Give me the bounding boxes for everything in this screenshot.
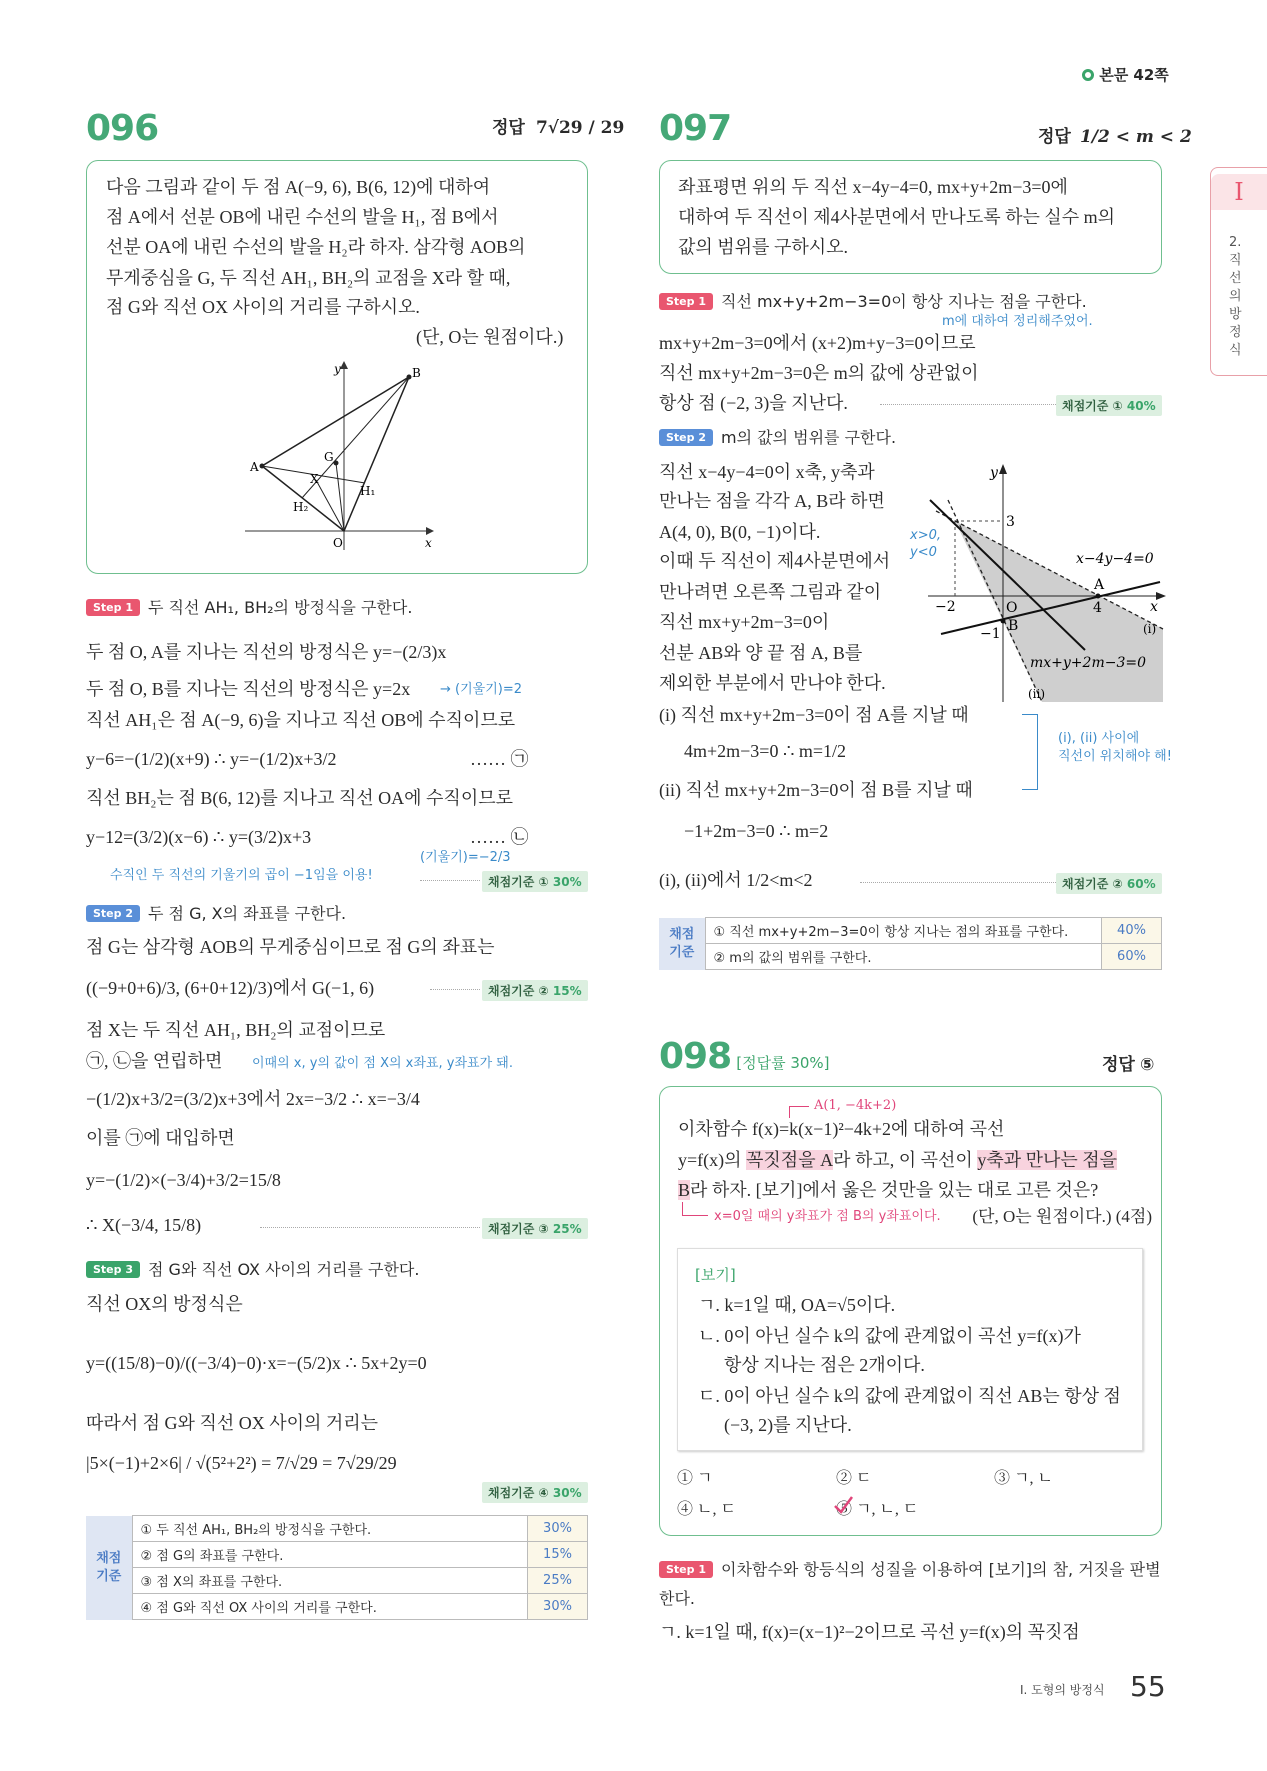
- case-line: −1+2m−3=0 ∴ m=2: [684, 821, 829, 841]
- table-row: ② 점 G의 좌표를 구한다. 15%: [86, 1542, 588, 1568]
- graph-label: A: [1094, 577, 1105, 593]
- graph-label: y: [990, 465, 998, 481]
- choice-5[interactable]: ⑤ ㄱ, ㄴ, ㄷ: [836, 1501, 919, 1518]
- solution-line: 직선 OX의 방정식은: [86, 1294, 243, 1314]
- step1-heading: Step 1 두 직선 AH₁, BH₂의 방정식을 구한다.: [86, 598, 412, 617]
- solution-line: 이를 ㉠에 대입하면: [86, 1128, 235, 1148]
- table-row: ③ 점 X의 좌표를 구한다. 25%: [86, 1568, 588, 1594]
- label-y: y: [334, 362, 341, 376]
- footer-section: Ⅰ. 도형의 방정식: [1020, 1683, 1105, 1697]
- problem-number: 098: [659, 1036, 732, 1077]
- criterion-badge: 채점기준 ① 40%: [1056, 395, 1162, 416]
- solution-line: y−6=−(1/2)(x+9) ∴ y=−(1/2)x+3/2: [86, 749, 337, 769]
- graph-label: 3: [1006, 514, 1015, 530]
- solution-line: 직선 x−4y−4=0이 x축, y축과: [659, 462, 875, 482]
- step2-heading: Step 2 두 점 G, X의 좌표를 구한다.: [86, 904, 346, 923]
- note: (기울기)=−2/3: [420, 850, 511, 865]
- answer: 정답 ⑤: [1102, 1055, 1155, 1075]
- check-mark-icon: [832, 1494, 854, 1516]
- note: A(1, −4k+2): [814, 1098, 897, 1113]
- step1-heading: Step 1 직선 mx+y+2m−3=0이 항상 지나는 점을 구한다.: [659, 292, 1087, 311]
- solution-line: 두 점 O, A를 지나는 직선의 방정식은 y=−(2/3)x: [86, 642, 447, 662]
- note: → (기울기)=2: [440, 682, 523, 697]
- question-line: 점 A에서 선분 OB에 내린 수선의 발을 H₁, 점 B에서: [106, 207, 499, 227]
- criterion-badge: 채점기준 ② 60%: [1056, 873, 1162, 894]
- label-b: B: [412, 366, 421, 380]
- solution-line: ㉠, ㉡을 연립하면: [86, 1051, 223, 1071]
- note: x>0, y<0: [910, 528, 941, 560]
- bogi-item: ㄱ. k=1일 때, OA=√5이다.: [698, 1295, 896, 1315]
- graph-label: (ii): [1028, 687, 1046, 701]
- bogi-item: (−3, 2)를 지난다.: [724, 1415, 852, 1435]
- case-line: (i), (ii)에서 1/2<m<2: [659, 870, 813, 890]
- case-line: (i) 직선 mx+y+2m−3=0이 점 A를 지날 때: [659, 705, 969, 725]
- graph-label: x: [1150, 599, 1158, 615]
- bogi-item: ㄴ. 0이 아닌 실수 k의 값에 관계없이 곡선 y=f(x)가: [698, 1326, 1081, 1346]
- graph-label: 4: [1093, 600, 1102, 616]
- solution-line: A(4, 0), B(0, −1)이다.: [659, 522, 821, 542]
- correct-rate: [정답률 30%]: [736, 1054, 830, 1072]
- shaded-region: [955, 521, 1163, 702]
- solution-line: ((−9+0+6)/3, (6+0+12)/3)에서 G(−1, 6): [86, 978, 375, 998]
- question-line: 대하여 두 직선이 제4사분면에서 만나도록 하는 실수 m의: [678, 207, 1116, 227]
- choice-2[interactable]: ② ㄷ: [836, 1470, 872, 1487]
- criteria-table: [86, 1515, 588, 1620]
- step-title-continued: 한다.: [659, 1589, 695, 1608]
- solution-line: 항상 점 (−2, 3)을 지난다.: [659, 393, 848, 413]
- criterion-badge: 채점기준 ④ 30%: [482, 1482, 588, 1503]
- choice-1[interactable]: ① ㄱ: [677, 1470, 713, 1487]
- case-line: 4m+2m−3=0 ∴ m=1/2: [684, 741, 847, 761]
- graph-label: B: [1008, 618, 1019, 634]
- answer-value: ⑤: [1139, 1055, 1155, 1075]
- page-number: 55: [1130, 1670, 1166, 1703]
- question-line: 다음 그림과 같이 두 점 A(−9, 6), B(6, 12)에 대하여: [106, 177, 491, 197]
- solution-line: 이때 두 직선이 제4사분면에서: [659, 551, 891, 571]
- note: 수직인 두 직선의 기울기의 곱이 −1임을 이용!: [110, 868, 373, 883]
- equation-mark: …… ㉡: [470, 827, 529, 847]
- bogi-title: [보기]: [695, 1266, 736, 1284]
- solution-line: y=((15/8)−0)/((−3/4)−0)·x=−(5/2)x ∴ 5x+2y=0: [86, 1353, 427, 1373]
- note: x=0일 때의 y좌표가 점 B의 y좌표이다.: [714, 1209, 941, 1224]
- graph-label: x−4y−4=0: [1076, 551, 1154, 567]
- answer: 정답 1/2 < m < 2: [1038, 127, 1192, 147]
- step-badge: Step 2: [86, 905, 140, 922]
- note: 이때의 x, y의 값이 점 X의 x좌표, y좌표가 돼.: [252, 1056, 513, 1071]
- solution-line: 따라서 점 G와 직선 OX 사이의 거리는: [86, 1413, 379, 1433]
- step-badge: Step 1: [659, 1561, 713, 1578]
- question-line: 이차함수 f(x)=k(x−1)²−4k+2에 대하여 곡선: [678, 1119, 1005, 1139]
- solution-line: 점 X는 두 직선 AH₁, BH₂의 교점이므로: [86, 1020, 386, 1040]
- solution-line: 직선 mx+y+2m−3=0이: [659, 612, 830, 632]
- step-badge: Step 3: [86, 1261, 140, 1278]
- problem-number: 097: [659, 108, 732, 149]
- chapter-title: 2. 직선의 방정식: [1229, 235, 1242, 358]
- solution-line: mx+y+2m−3=0에서 (x+2)m+y−3=0이므로: [659, 333, 976, 353]
- answer-value: 7√29 / 29: [535, 118, 625, 138]
- label-x-point: X: [310, 472, 319, 486]
- label-o: O: [333, 536, 343, 550]
- problem-header: [659, 1036, 830, 1077]
- solution-line: −(1/2)x+3/2=(3/2)x+3에서 2x=−3/2 ∴ x=−3/4: [86, 1089, 420, 1109]
- label-a: A: [250, 460, 259, 474]
- solution-line: 두 점 O, B를 지나는 직선의 방정식은 y=2x: [86, 679, 411, 699]
- table-row: 채점 기준 ① 두 직선 AH₁, BH₂의 방정식을 구한다. 30%: [86, 1516, 588, 1542]
- table-row: 채점 기준 ① 직선 mx+y+2m−3=0이 항상 지나는 점의 좌표를 구한다. 40%: [659, 918, 1162, 944]
- criteria-table: [659, 917, 1162, 970]
- solution-line: 선분 AB와 양 끝 점 A, B를: [659, 643, 863, 663]
- case-line: (ii) 직선 mx+y+2m−3=0이 점 B를 지날 때: [659, 780, 973, 800]
- step-badge: Step 1: [86, 599, 140, 616]
- step2-heading: Step 2 m의 값의 범위를 구한다.: [659, 428, 896, 447]
- question-line: 무게중심을 G, 두 직선 AH₁, BH₂의 교점을 X라 할 때,: [106, 268, 511, 288]
- note: m에 대하여 정리해주었어.: [942, 314, 1093, 329]
- note: (i), (ii) 사이에 직선이 위치해야 해!: [1058, 731, 1172, 764]
- step3-heading: Step 3 점 G와 직선 OX 사이의 거리를 구한다.: [86, 1260, 419, 1279]
- bogi-item: ㄷ. 0이 아닌 실수 k의 값에 관계없이 직선 AB는 항상 점: [698, 1386, 1121, 1406]
- table-row: ④ 점 G와 직선 OX 사이의 거리를 구한다. 30%: [86, 1594, 588, 1620]
- chapter-roman: I: [1211, 174, 1267, 210]
- graph-label: mx+y+2m−3=0: [1030, 655, 1146, 671]
- choice-4[interactable]: ④ ㄴ, ㄷ: [677, 1501, 736, 1518]
- criterion-badge: 채점기준 ③ 25%: [482, 1218, 588, 1239]
- question-line: 점 G와 직선 OX 사이의 거리를 구하시오.: [106, 297, 420, 317]
- label-h1: H₁: [360, 484, 376, 498]
- solution-line: 직선 AH₁은 점 A(−9, 6)을 지나고 직선 OB에 수직이므로: [86, 710, 516, 730]
- step1-heading: Step 1 이차함수와 항등식의 성질을 이용하여 [보기]의 참, 거짓을 판별: [659, 1560, 1161, 1579]
- question-line: 좌표평면 위의 두 직선 x−4y−4=0, mx+y+2m−3=0에: [678, 177, 1068, 197]
- answer-value: 1/2 < m < 2: [1079, 127, 1192, 147]
- step-badge: Step 1: [659, 293, 713, 310]
- graph-label: (i): [1143, 622, 1157, 636]
- question-condition: (단, O는 원점이다.) (4점): [972, 1207, 1152, 1226]
- question-note: (단, O는 원점이다.): [416, 327, 564, 347]
- solution-line: y−12=(3/2)(x−6) ∴ y=(3/2)x+3: [86, 827, 312, 847]
- solution-line: y=−(1/2)×(−3/4)+3/2=15/8: [86, 1170, 281, 1190]
- equation-mark: …… ㉠: [470, 749, 529, 769]
- label-x: x: [425, 536, 432, 550]
- bogi-item: 항상 지나는 점은 2개이다.: [724, 1355, 925, 1375]
- solution-line: |5×(−1)+2×6| / √(5²+2²) = 7/√29 = 7√29/29: [86, 1453, 397, 1473]
- question-line: B라 하자. [보기]에서 옳은 것만을 있는 대로 고른 것은?: [678, 1180, 1099, 1200]
- graph-label: −2: [935, 599, 956, 615]
- question-line: 선분 OA에 내린 수선의 발을 H₂라 하자. 삼각형 AOB의: [106, 237, 526, 257]
- solution-line: 직선 mx+y+2m−3=0은 m의 값에 상관없이: [659, 363, 979, 383]
- question-line: y=f(x)의 꼭짓점을 A라 하고, 이 곡선이 y축과 만나는 점을: [678, 1150, 1118, 1170]
- step-badge: Step 2: [659, 429, 713, 446]
- solution-line: 만나는 점을 각각 A, B라 하면: [659, 491, 885, 511]
- problem-number: 096: [86, 108, 159, 149]
- solution-line: 만나려면 오른쪽 그림과 같이: [659, 582, 882, 602]
- table-row: ② m의 값의 범위를 구한다. 60%: [659, 944, 1162, 970]
- solution-line: ㄱ. k=1일 때, f(x)=(x−1)²−2이므로 곡선 y=f(x)의 꼭짓점: [659, 1622, 1080, 1642]
- solution-line: 점 G는 삼각형 AOB의 무게중심이므로 점 G의 좌표는: [86, 937, 495, 957]
- criterion-badge: 채점기준 ② 15%: [482, 980, 588, 1001]
- label-g: G: [324, 450, 334, 464]
- answer: 정답 7√29 / 29: [492, 118, 625, 138]
- choice-3[interactable]: ③ ㄱ, ㄴ: [994, 1470, 1053, 1487]
- label-h2: H₂: [293, 500, 309, 514]
- criterion-badge: 채점기준 ① 30%: [482, 871, 588, 892]
- graph-label: O: [1006, 600, 1018, 616]
- solution-line: 직선 BH₂는 점 B(6, 12)를 지나고 직선 OA에 수직이므로: [86, 788, 513, 808]
- question-line: 값의 범위를 구하시오.: [678, 237, 848, 257]
- page-reference: 본문 42쪽: [1082, 64, 1169, 85]
- line-graph: [0, 0, 1267, 720]
- graph-label: −1: [980, 626, 1001, 642]
- solution-line: ∴ X(−3/4, 15/8): [86, 1215, 202, 1235]
- solution-line: 제외한 부분에서 만나야 한다.: [659, 673, 886, 693]
